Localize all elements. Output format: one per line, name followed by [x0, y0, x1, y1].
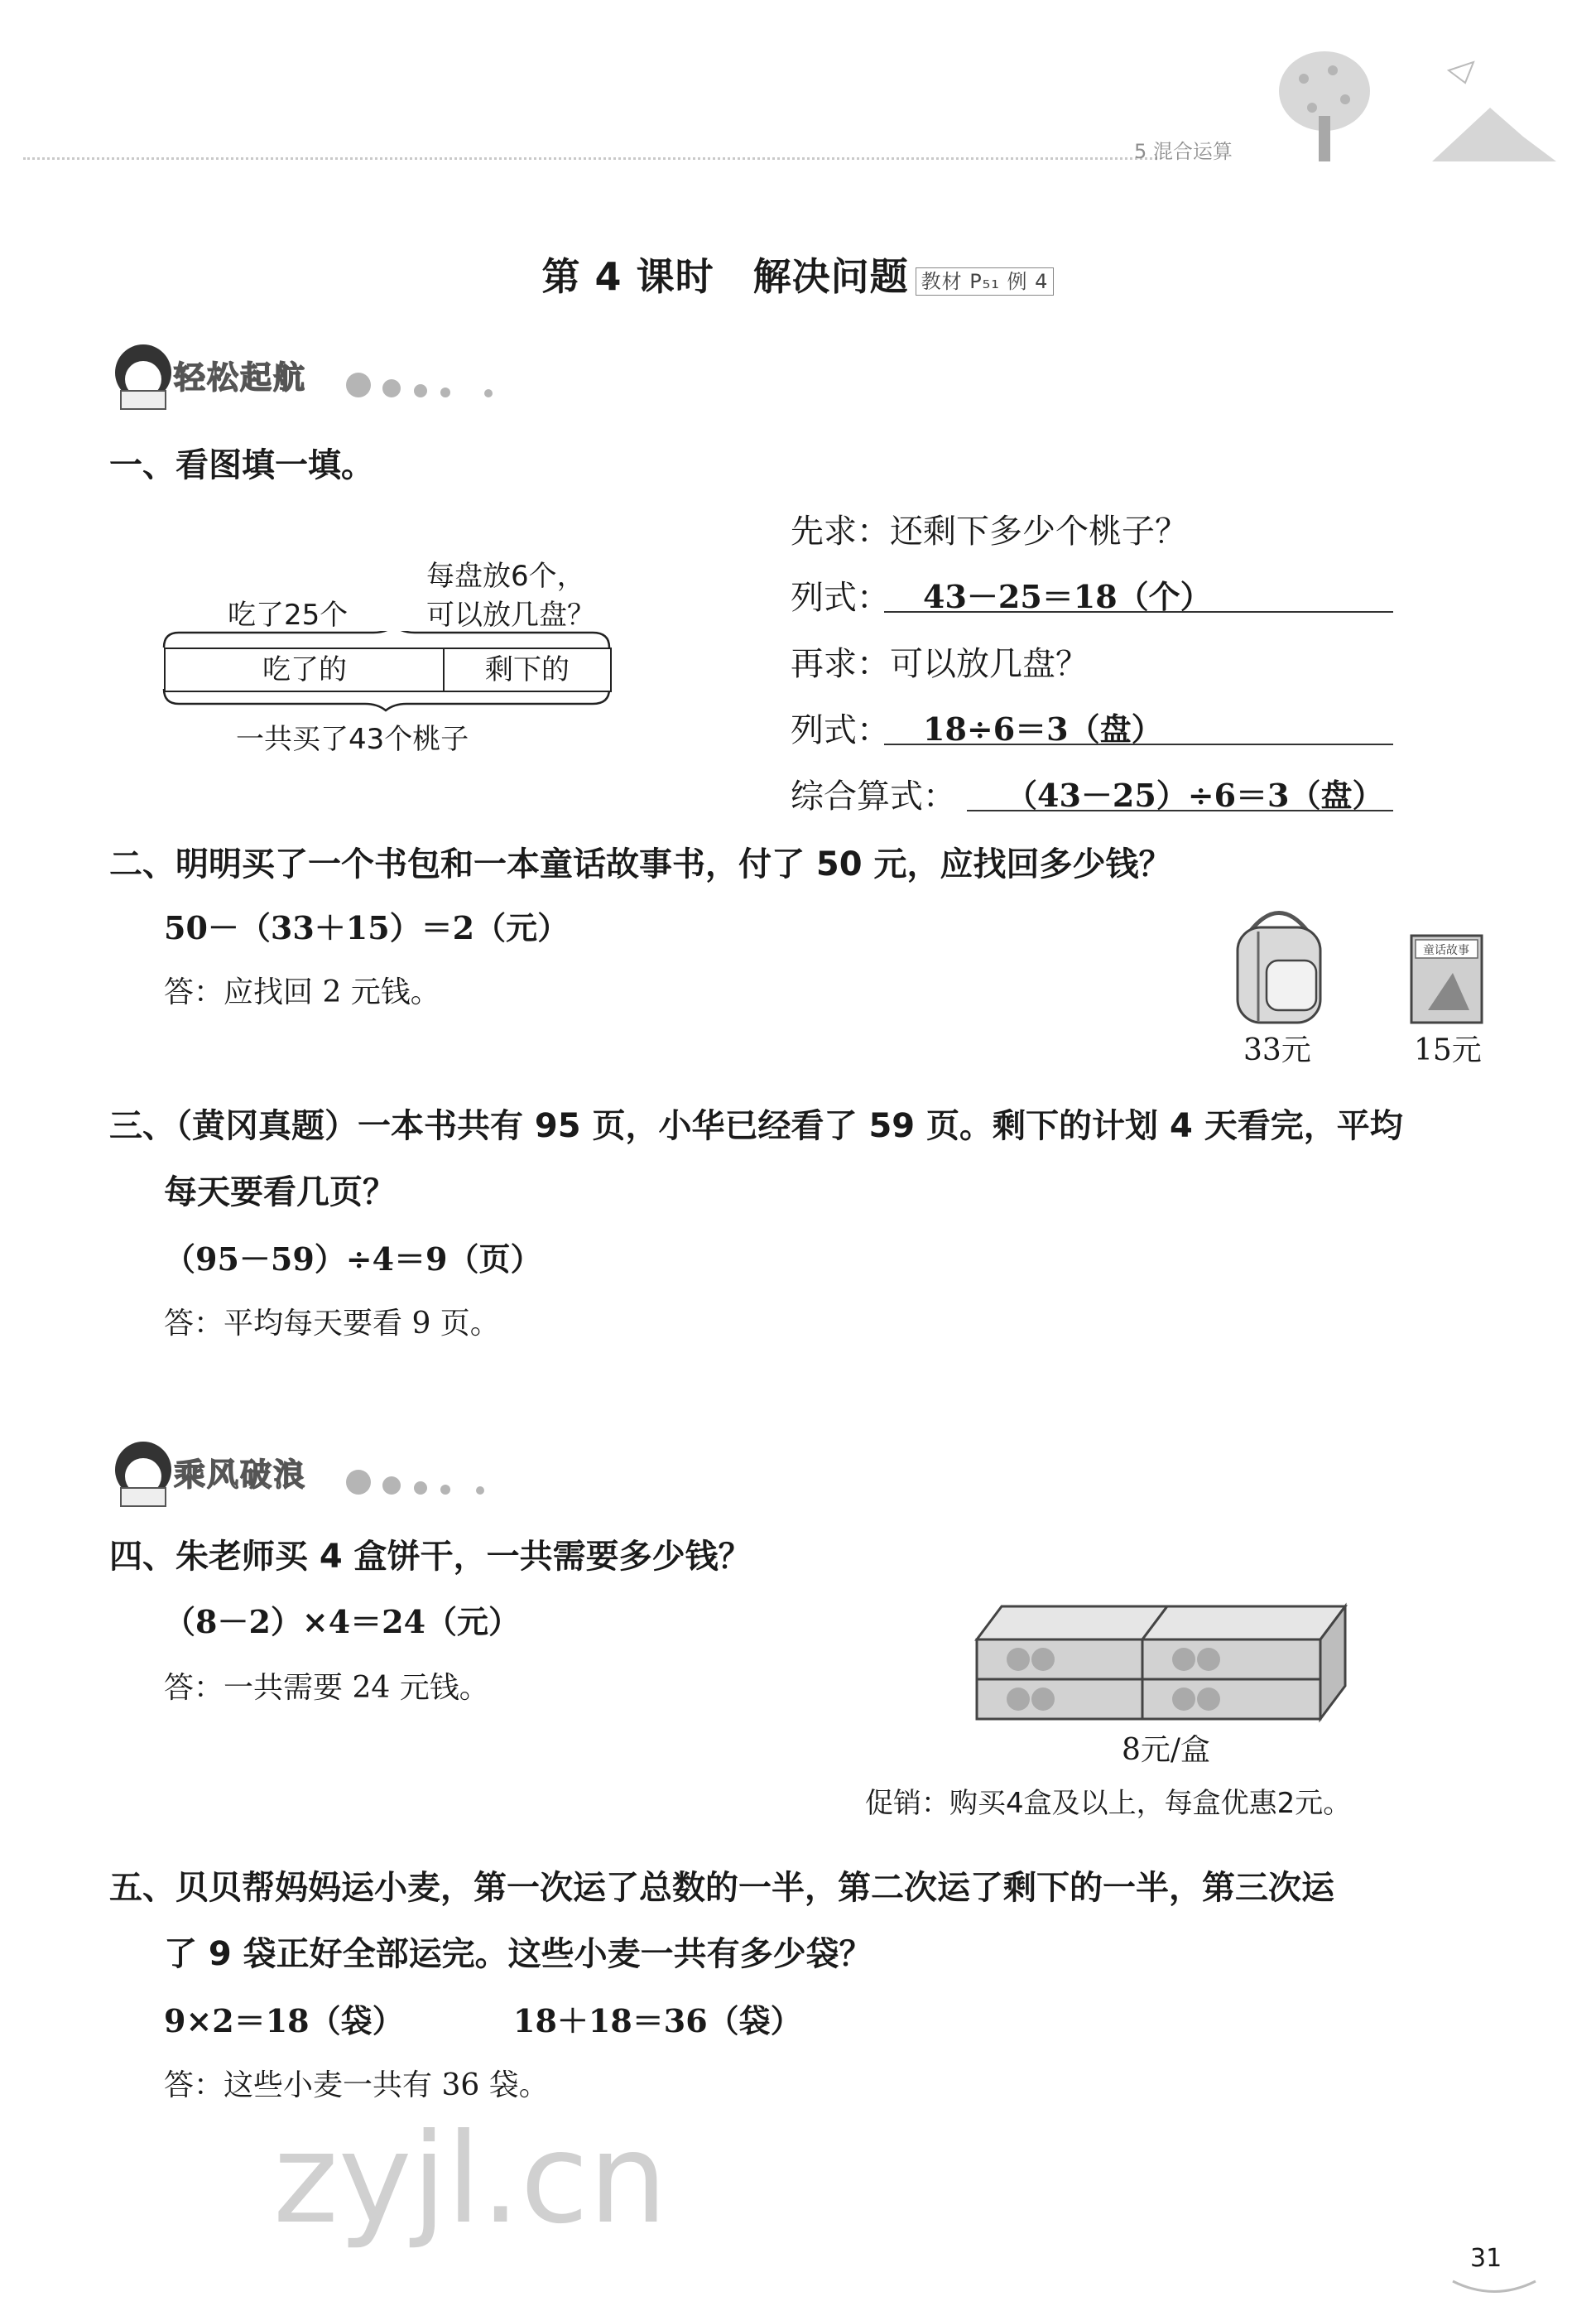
diagram-plate-label-1: 每盘放6个，	[426, 560, 585, 593]
q3-answer: 答：平均每天要看 9 页。	[164, 1307, 500, 1341]
biscuit-boxes-icon	[969, 1594, 1382, 1726]
q1-combined-label: 综合算式：	[791, 778, 956, 816]
storybook-price: 15元	[1414, 1033, 1482, 1067]
q5-prompt-line2: 了 9 袋正好全部运完。这些小麦一共有多少袋？	[164, 1935, 873, 1973]
page-number: 31	[1470, 2244, 1502, 2273]
diagram-box-eaten: 吃了的	[164, 648, 445, 692]
biscuit-price: 8元/盒	[1122, 1733, 1211, 1767]
q4-prompt: 四、朱老师买 4 盒饼干，一共需要多少钱？	[109, 1538, 752, 1576]
backpack-price: 33元	[1243, 1033, 1311, 1067]
decor-dot	[346, 373, 371, 397]
q3-calculation: （95－59）÷4＝9（页）	[164, 1240, 542, 1278]
section-advanced-label: 乘风破浪	[174, 1456, 307, 1493]
decor-dot	[440, 1485, 450, 1495]
textbook-reference: 教材 P₅₁ 例 4	[916, 267, 1055, 296]
q1-step1-label: 列式：	[791, 579, 890, 617]
q1-step2-question: 再求：可以放几盘？	[791, 645, 1089, 683]
q3-prompt-line1: 三、（黄冈真题）一本书共有 95 页，小华已经看了 59 页。剩下的计划 4 天看完，平均	[109, 1107, 1403, 1145]
storybook-cover-title: 童话故事	[1423, 944, 1469, 957]
decor-dot	[382, 379, 401, 397]
q1-step1-question: 先求：还剩下多少个桃子？	[791, 513, 1188, 551]
q2-answer: 答：应找回 2 元钱。	[164, 975, 440, 1009]
q1-step2-answer: 18÷6＝3（盘）	[923, 710, 1163, 748]
decor-dot	[484, 389, 493, 397]
q4-calculation: （8－2）×4＝24（元）	[164, 1603, 521, 1640]
backpack-icon	[1221, 898, 1337, 1031]
header-rule	[23, 157, 1157, 160]
q1-combined-answer: （43－25）÷6＝3（盘）	[1006, 777, 1384, 814]
diagram-total-label: 一共买了43个桃子	[236, 723, 469, 756]
q1-prompt: 一、看图填一填。	[109, 446, 374, 484]
storybook-icon	[1407, 932, 1490, 1027]
q3-prompt-line2: 每天要看几页？	[164, 1173, 396, 1211]
decor-dot	[414, 384, 427, 397]
watermark: zyjl.cn	[273, 2107, 668, 2251]
lesson-title-text: 第 4 课时 解决问题	[541, 254, 909, 299]
q1-step2-label: 列式：	[791, 711, 890, 749]
decor-dot	[440, 388, 450, 397]
q5-prompt-line1: 五、贝贝帮妈妈运小麦，第一次运了总数的一半，第二次运了剩下的一半，第三次运	[109, 1869, 1334, 1907]
q1-step1-answer: 43－25＝18（个）	[923, 578, 1212, 615]
q4-answer: 答：一共需要 24 元钱。	[164, 1671, 489, 1705]
q5-answer: 答：这些小麦一共有 36 袋。	[164, 2068, 549, 2102]
lesson-title	[0, 247, 1596, 301]
q5-calculation-2: 18＋18＝36（袋）	[513, 2002, 802, 2039]
footer-ornament	[1449, 2273, 1540, 2298]
biscuit-promotion: 促销：购买4盒及以上，每盒优惠2元。	[865, 1787, 1352, 1820]
q5-calculation-1: 9×2＝18（袋）	[164, 2002, 404, 2039]
decor-dot	[476, 1486, 484, 1495]
tree-illustration	[1225, 46, 1573, 166]
diagram-plate-label-2: 可以放几盘？	[426, 599, 595, 632]
girl-reading-icon	[106, 339, 180, 414]
decor-dot	[382, 1476, 401, 1495]
decor-dot	[346, 1470, 371, 1495]
decor-dot	[414, 1481, 427, 1495]
section-easy-label: 轻松起航	[174, 359, 307, 396]
q2-calculation: 50－（33＋15）＝2（元）	[164, 909, 570, 946]
diagram-eaten-label: 吃了25个	[228, 599, 349, 632]
chapter-label: 5 混合运算	[1134, 140, 1233, 163]
girl-reading-icon	[106, 1437, 180, 1511]
q2-prompt: 二、明明买了一个书包和一本童话故事书，付了 50 元，应找回多少钱？	[109, 845, 1172, 883]
diagram-box-left: 剩下的	[443, 648, 612, 692]
